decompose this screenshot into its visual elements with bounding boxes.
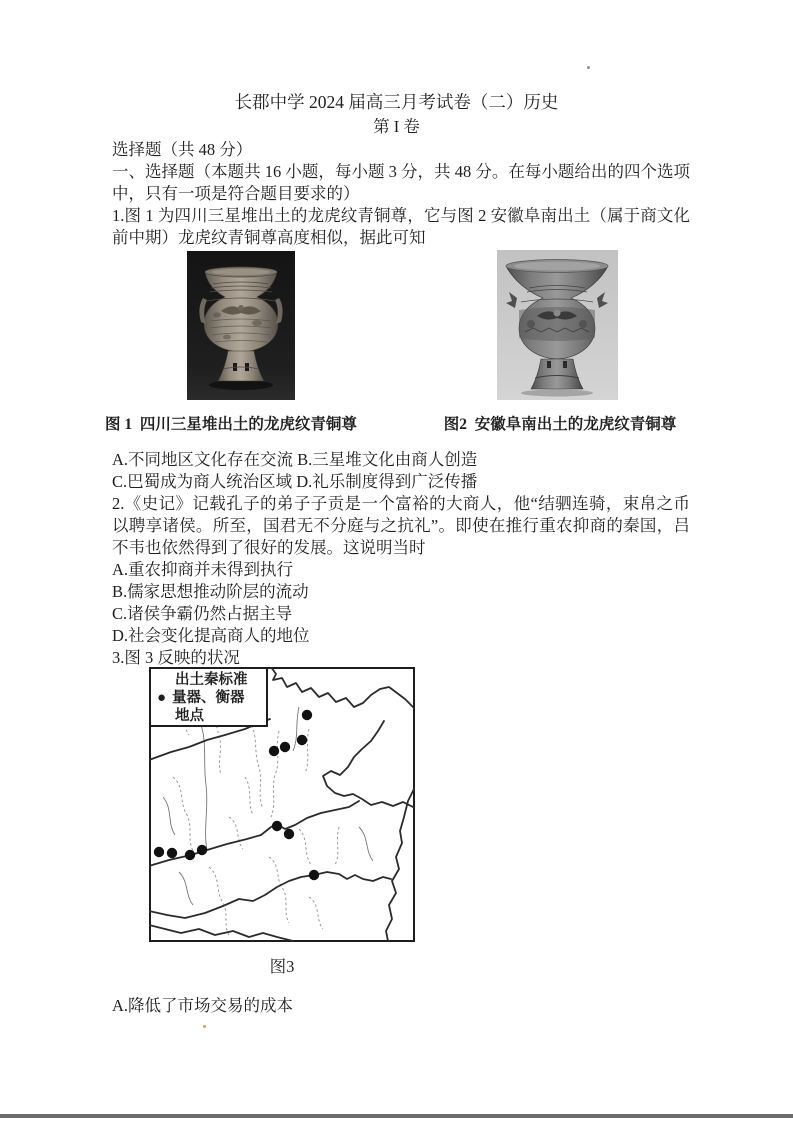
- legend-line-2: [151, 689, 266, 707]
- bottom-page-rule: [0, 1114, 793, 1118]
- q2-stem-line-1: 2.《史记》记载孔子的弟子子贡是一个富裕的大商人，他“结驷连骑，束帛之币: [112, 494, 690, 513]
- page-title: 长郡中学 2024 届高三月考试卷（二）历史: [234, 92, 559, 112]
- section-heading: 选择题（共 48 分）: [112, 140, 253, 159]
- figure-1-caption: 图 1 四川三星堆出土的龙虎纹青铜尊: [105, 416, 357, 433]
- legend-dot-icon: ●: [157, 690, 167, 706]
- bronze-vessel-photo-1: [187, 251, 295, 400]
- q1-options-line-1: A.不同地区文化存在交流 B.三星堆文化由商人创造: [112, 450, 478, 469]
- q2-option-a: A.重农抑商并未得到执行: [112, 560, 294, 579]
- bronze-vessel-2-art: [497, 250, 618, 400]
- q1-options-line-2: C.巴蜀成为商人统治区域 D.礼乐制度得到广泛传播: [112, 472, 478, 491]
- scan-speck-orange: [203, 1025, 206, 1028]
- q1-stem-line-1: 1.图 1 为四川三星堆出土的龙虎纹青铜尊，它与图 2 安徽阜南出土（属于商文化: [112, 206, 690, 225]
- legend-line-2-text: 量器、衡器: [172, 690, 245, 706]
- figure-2-caption: 图2 安徽阜南出土的龙虎纹青铜尊: [443, 416, 677, 433]
- legend-line-1: 出土秦标准: [175, 672, 248, 688]
- bronze-vessel-photo-2: [497, 250, 618, 400]
- map-legend: [149, 667, 268, 727]
- instruction-line-1: 一、选择题（本题共 16 小题，每小题 3 分，共 48 分。在每小题给出的四个选项: [112, 162, 690, 181]
- q1-stem-line-2: 前中期）龙虎纹青铜尊高度相似，据此可知: [112, 228, 426, 247]
- q2-stem-line-2: 以聘享诸侯。所至，国君无不分庭与之抗礼”。即使在推行重农抑商的秦国，吕: [112, 516, 690, 535]
- q2-option-c: C.诸侯争霸仍然占据主导: [112, 604, 293, 623]
- q2-stem-line-3: 不韦也依然得到了很好的发展。这说明当时: [112, 538, 426, 557]
- q2-option-d: D.社会变化提高商人的地位: [112, 626, 310, 645]
- instruction-line-2: 中，只有一项是符合题目要求的）: [112, 184, 360, 203]
- q2-option-b: B.儒家思想推动阶层的流动: [112, 582, 309, 601]
- bronze-vessel-1-art: [187, 251, 295, 400]
- figure-3-caption: 图3: [269, 957, 295, 976]
- q3-option-a: A.降低了市场交易的成本: [112, 996, 294, 1015]
- q3-stem: 3.图 3 反映的状况: [112, 648, 240, 667]
- volume-label: 第 I 卷: [373, 117, 420, 136]
- figure-3-map: [149, 667, 415, 942]
- scan-speck-gray: [587, 66, 590, 69]
- legend-line-3: 地点: [175, 708, 204, 724]
